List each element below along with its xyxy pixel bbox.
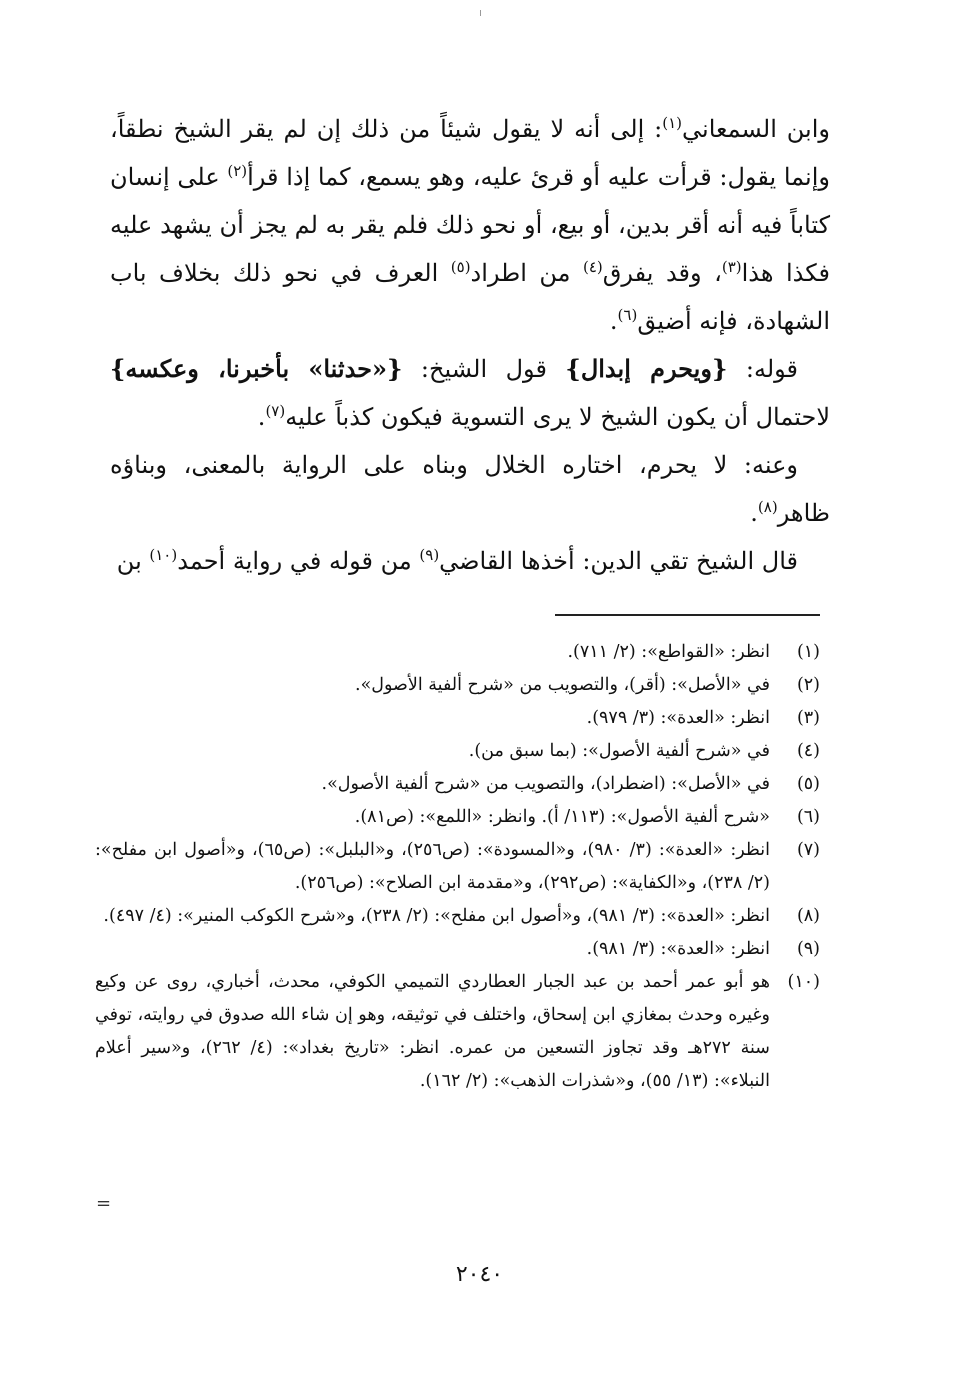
footnote-item [95,966,820,1098]
text-run: وعنه: لا يحرم، اختاره الخلال وبناه على الرواية بالمعنى، وبناؤه ظاهر [110,451,830,527]
footnote-number: (٦) [796,807,820,827]
text-run: : إلى أنه لا يقول شيئاً من ذلك إن لم يقر الشيخ نطقاً، وإنما يقول: قرأت عليه أو قرئ عليه، وهو يسمع، كما إذا قرأ [110,115,830,191]
footnote-item [95,768,820,801]
text-run: على إنسان كتاباً فيه أنه أقر بدين، أو بيع، أو نحو ذلك فلم يقر به لم يجز أن يشهد عليه فكذا هذا [110,163,831,287]
main-text [110,105,830,585]
text-run: . [257,403,266,431]
text-run: من اطراد [470,259,583,287]
footnote-ref: (٤) [583,258,603,276]
text-run: وابن السمعاني [682,115,830,143]
footnote-item [95,834,820,900]
footnote-ref: (١٠) [149,546,178,564]
footnote-number: (١) [796,642,820,662]
footnote-text: في «الأصل»: (اضطراد)، والتصويب من «شرح ألفية الأصول». [321,774,770,794]
footnote-ref: (٢) [227,162,248,180]
footnote-text: انظر: «القواطع»: (٢/ ٧١١). [567,642,770,662]
footnote-item [95,735,820,768]
footnote-item [95,669,820,702]
footnote-number: (٤) [796,741,820,761]
continuation-mark: = [96,1193,112,1214]
quoted-text: {«حدثنا» بأخبرنا، وعكسه} [110,354,403,383]
footnote-text: انظر: «العدة»: (٣/ ٩٨١)، و«أصول ابن مفلح»: (٢/ ٢٣٨)، و«شرح الكوكب المنير»: (٤/ ٤٩٧). [103,906,770,926]
quoted-text: {ويحرم إبدال} [565,354,728,383]
footnote-number: (٧) [796,840,820,860]
footnote-text: انظر: «العدة»: (٣/ ٩٧٩). [586,708,770,728]
text-run: بن [116,547,150,575]
footnote-text: في «الأصل»: (أقر)، والتصويب من «شرح ألفية الأصول». [355,675,770,695]
footnote-ref: (٥) [450,258,471,276]
top-center-mark [480,10,481,16]
text-run: لاحتمال أن يكون الشيخ لا يرى التسوية فيكون كذباً عليه [285,403,830,431]
footnote-text: في «شرح ألفية الأصول»: (بما سبق من). [468,741,770,761]
footnote-item [95,933,820,966]
footnotes [95,636,820,1098]
footnote-ref: (٣) [721,258,742,276]
text-run: قول الشيخ: [402,355,566,383]
footnote-item [95,702,820,735]
footnote-number: (٨) [796,906,820,926]
text-run: . [750,499,758,527]
footnote-text: «شرح ألفية الأصول»: (١١٣/ أ). وانظر: «اللمع»: (ص٨١). [354,807,770,827]
footnote-ref: (١) [662,114,683,132]
footnote-number: (٥) [796,774,820,794]
footnote-separator [555,614,820,616]
page-number: ٢٠٤٠ [455,1262,504,1287]
footnote-number: (٣) [796,708,820,728]
text-run: من قوله في رواية أحمد [177,547,420,575]
footnote-number: (٢) [796,675,820,695]
text-run: . [609,307,618,335]
footnote-text: هو أبو عمر أحمد بن عبد الجبار العطاردي التميمي الكوفي، محدث، أخباري، روى عن وكيع وغيره وحدث بمغازي ابن إسحاق، واختلف في توثيقه، وهو إن شاء الله صدوق في روايته، توفي سنة ٢٧٢هـ وقد تجاوز التسعين من عمره. انظر: «تاريخ بغداد»: (٤/ ٢٦٢)، و«سير أعلام النبلاء»: (١٣/ ٥٥)، و«شذرات الذهب»: (٢/ ١٦٢). [95,972,770,1091]
paragraph [110,441,830,537]
footnote-number: (٩) [796,939,820,959]
text-run: قوله: [727,355,799,383]
footnote-ref: (٩) [419,546,440,564]
footnote-ref: (٨) [757,498,778,516]
footnote-ref: (٦) [617,306,638,324]
paragraph [110,105,830,345]
text-run: العرف في نحو ذلك بخلاف باب الشهادة، فإنه أضيق [110,259,830,335]
paragraph [110,537,830,585]
footnote-item [95,636,820,669]
footnote-ref: (٧) [265,402,286,420]
footnote-item [95,801,820,834]
text-run: قال الشيخ تقي الدين: أخذها القاضي [439,547,798,575]
paragraph [110,345,830,441]
footnote-number: (١٠) [787,972,820,992]
footnote-text: انظر: «العدة»: (٣/ ٩٨٠)، و«المسودة»: (ص٢٥٦)، و«البلبل»: (ص٦٥)، و«أصول ابن مفلح»: (٢/ ٢٣٨)، و«الكفاية»: (ص٢٩٢)، و«مقدمة ابن الصلاح»: (ص٢٥٦). [95,840,770,893]
footnote-item [95,900,820,933]
text-run: ، وقد يفرق [602,259,722,287]
footnote-text: انظر: «العدة»: (٣/ ٩٨١). [586,939,770,959]
